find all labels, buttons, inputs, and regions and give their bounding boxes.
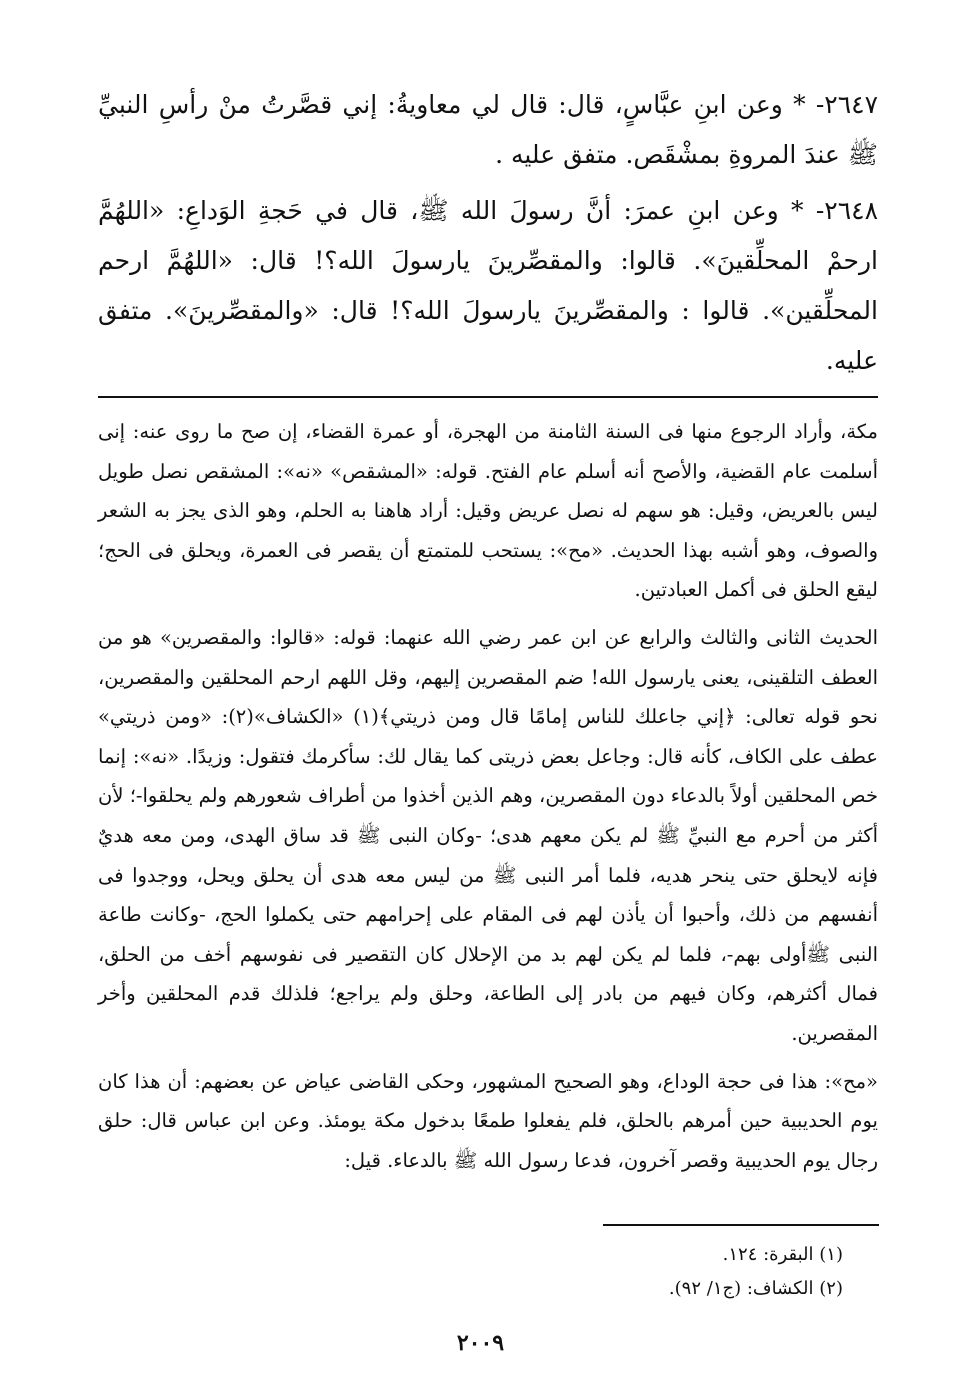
page-body	[98, 80, 878, 1188]
commentary-paragraph-1: مكة، وأراد الرجوع منها فى السنة الثامنة من الهجرة، أو عمرة القضاء، إن صح ما روى عنه: إنى أسلمت عام القضية، والأصح أنه أسلم عام الفتح. قوله: «المشقص» «نه»: المشقص نصل طويل ليس بالعريض، وقيل: هو سهم له نصل عريض وقيل: أراد هاهنا به الحلم، وهو الذى يجز به الشعر والصوف، وهو أشبه بهذا الحديث. «مح»: يستحب للمتمتع أن يقصر فى العمرة، ويحلق فى الحج؛ ليقع الحلق فى أكمل العبادتين.	[98, 420, 878, 602]
footnote-divider	[603, 1224, 879, 1226]
page-number: ٢٠٠٩	[456, 1330, 505, 1356]
section-divider	[98, 396, 878, 398]
commentary-paragraph-3: «مح»: هذا فى حجة الوداع، وهو الصحيح المشهور، وحكى القاضى عياض عن بعضهم: أن هذا كان يوم الحديبية حين أمرهم بالحلق، فلم يفعلوا طمعًا بدخول مكة يومئذ. وعن ابن عباس قال: حلق رجال يوم الحديبية وقصر آخرون، فدعا رسول الله ﷺ بالدعاء. قيل:	[98, 1069, 878, 1172]
footnote-1: (١) البقرة: ١٢٤.	[722, 1244, 843, 1265]
commentary-section	[98, 412, 878, 1180]
hadith-2648: ٢٦٤٨- * وعن ابنِ عمرَ: أنَّ رسولَ الله ﷺ، قال في حَجةِ الوَداعِ: «اللهُمَّ ارحمْ المحلِّقينَ». قالوا: والمقصِّرينَ يارسولَ الله؟! قال: «اللهُمَّ ارحم المحلِّقين». قالوا : والمقصِّرينَ يارسولَ الله؟! قال: «والمقصِّرينَ». متفق عليه.	[98, 196, 878, 375]
footnotes	[669, 1238, 843, 1306]
hadith-section	[98, 80, 878, 386]
commentary-paragraph-2: الحديث الثانى والثالث والرابع عن ابن عمر رضي الله عنهما: قوله: «قالوا: والمقصرين» هو من العطف التلقينى، يعنى يارسول الله! ضم المقصرين إليهم، وقل اللهم ارحم المحلقين والمقصرين، نحو قوله تعالى: ﴿إني جاعلك للناس إمامًا قال ومن ذريتي﴾(١) «الكشاف»(٢): «ومن ذريتي» عطف على الكاف، كأنه قال: وجاعل بعض ذريتى كما يقال لك: سأكرمك فتقول: وزيدًا. «نه»: إنما خص المحلقين أولاً بالدعاء دون المقصرين، وهم الذين أخذوا من أطراف شعورهم ولم يحلقوا-؛ لأن أكثر من أحرم مع النبيِّ ﷺ لم يكن معهم هدى؛ -وكان النبى ﷺ قد ساق الهدى، ومن معه هديٌ فإنه لايحلق حتى ينحر هديه، فلما أمر النبى ﷺ من ليس معه هدى أن يحلق ويحل، ووجدوا فى أنفسهم من ذلك، وأحبوا أن يأذن لهم فى المقام على إحرامهم حتى يكملوا الحج، -وكانت طاعة النبى ﷺأولى بهم-، فلما لم يكن لهم بد من الإحلال كان التقصير فى نفوسهم أخف من الحلق، فمال أكثرهم، وكان فيهم من بادر إلى الطاعة، وحلق ولم يراجع؛ فلذلك قدم المحلقين وأخر المقصرين.	[98, 625, 878, 1045]
hadith-2647: ٢٦٤٧- * وعن ابنِ عبَّاسٍ، قال: قال لي معاويةُ: إني قصَّرتُ منْ رأسِ النبيِّ ﷺ عندَ المروةِ بمشْقَص. متفق عليه .	[98, 90, 878, 169]
footnote-2: (٢) الكشاف: (ج١/ ٩٢).	[668, 1278, 843, 1299]
